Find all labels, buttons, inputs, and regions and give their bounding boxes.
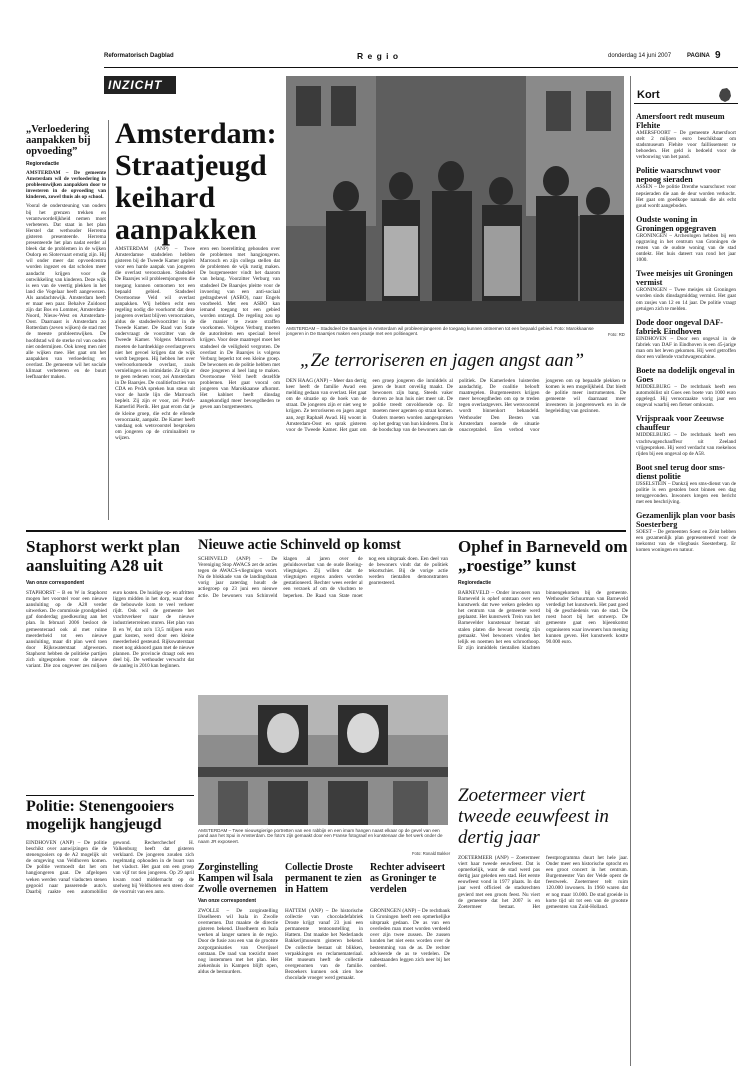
politie-rule bbox=[26, 795, 194, 796]
main-headline: Amsterdam: Straatjeugd keihard aanpakken bbox=[115, 117, 277, 246]
inzicht-label: INZICHT bbox=[108, 78, 163, 92]
brief-item bbox=[636, 511, 736, 553]
page-number: 9 bbox=[715, 50, 721, 61]
brief-body: GRONINGEN – Twee meisjes uit Groningen worden sinds dinsdagmiddag vermist. Het gaat om zusjes van 12 en 14 jaar. De politie vraagt getuigen zich te melden. bbox=[636, 287, 736, 312]
photo-scene bbox=[286, 76, 624, 324]
zorginstelling-byline: Van onze correspondent bbox=[198, 898, 257, 904]
newspaper-name: Reformatorisch Dagblad bbox=[104, 53, 174, 59]
brief-item bbox=[636, 166, 736, 208]
ophef-headline: Ophef in Barneveld om „roestige” kunst bbox=[458, 537, 628, 575]
staphorst-headline: Staphorst werkt plan aansluiting A28 uit bbox=[26, 537, 180, 575]
rechter-headline: Rechter adviseert as Groninger te verdelen bbox=[370, 862, 446, 895]
brief-item bbox=[636, 215, 736, 263]
left-column bbox=[26, 124, 106, 519]
left-intro: AMSTERDAM – De gemeente Amsterdam wil de verloedering in probleemwijken aanpakken door te investeren in de opvoeding van kinderen, zowel thuis als op school. bbox=[26, 170, 106, 201]
kort-briefs bbox=[636, 112, 736, 1062]
staphorst-byline: Van onze correspondent bbox=[26, 580, 85, 586]
zoetermeer-body: ZOETERMEER (ANP) – Zoetermeer viert haar tweede eeuwfeest. Dat is opmerkelijk, want de stad werd pas dertig jaar geleden een stad. Het eerste eeuwfeest vond in 1977 plaats. In dat jaar werd officieel de stadsrechten gevierd met een groots feest. Nu viert de gemeente dat het 2007 is en Zoetermeer bestaat. Het feestprogramma duurt het hele jaar. Onder meer een historische optocht en een groot concert in het centrum. Burgemeester Van der Velde opent de feestweek. Zoetermeer telt ruim 120.000 inwoners. In 1960 waren dat er nog maar 10.000. De stad groeide in korte tijd uit tot een van de grootste gemeenten van Zuid-Holland. bbox=[458, 855, 628, 910]
brief-title: Gezamenlijk plan voor basis Soesterberg bbox=[636, 511, 736, 530]
brief-title: Amersfoort redt museum Flehite bbox=[636, 112, 725, 130]
brief-body: MIDDELBURG – De rechtbank heeft een vrachtwagenchauffeur uit Zeeland vrijgesproken. Hij werd verdacht van roekeloos rijden bij een ongeval op de A58. bbox=[636, 432, 736, 457]
brief-item bbox=[636, 414, 736, 456]
inzicht-logo bbox=[104, 76, 176, 94]
photo1-caption: AMSTERDAM – Stadsdeel De Baarsjes in Amsterdam wil probleemjongeren de toegang kunnen ontnemen tot een bepaald gebied. Foto: Marokkaanse jongeren in De Baarsjes maken een praatje met een politieagent. bbox=[286, 326, 594, 337]
collectie-body: HATTEM (ANP) – De historische collectie van chocoladefabriek Droste krijgt vanaf 23 juni een permanente tentoonstelling in Hattem. Dat maakte het Nederlands Bakkerijmuseum gisteren bekend. De collectie bestaat uit blikken, verpakkingen en reclamemateriaal. Het museum heeft de collectie overgenomen van de familie. Bezoekers kunnen ook zien hoe chocolade vroeger werd gemaakt. bbox=[285, 908, 363, 982]
collectie-headline: Collectie Droste permanent te zien in Hattem bbox=[285, 862, 362, 895]
page-label: PAGINA bbox=[687, 53, 710, 59]
quote-body: DEN HAAG (ANP) – Meer dan dertig keer heeft de familie Awad een melding gedaan van overlast. Het gaat om de situatie op de hoek van de straat. De jongeren zijn er niet weg te krijgen. Ze terroriseren en jagen angst aan, zegt Raphaël Awad. Hij woont in Amsterdam-Oost en sprak gisteren voor de Tweede Kamer. Het gaat om een groep jongeren die inmiddels al jaren de buurt onveilig maakt. De bewoners zijn bang. Steeds vaker durven ze hun huis niet meer uit. De politie treedt onvoldoende op. Er moeten meer agenten op straat komen. Ouders moeten worden aangesproken op het gedrag van hun kinderen. Dat is de boodschap van de bewoners aan de politiek. De Kamerleden luisterden aandachtig. De coalitie belooft maatregelen. Burgemeesters krijgen meer bevoegdheden om op te treden tegen overlastgevers. Het wetsvoorstel wordt binnenkort behandeld. Wethouder Den Besten van Amsterdam noemde de situatie onacceptabel. Een verbod voor jongeren om op bepaalde plekken te komen is een mogelijkheid. Dat biedt de politie meer instrumenten. De gemeente wil daarnaast meer investeren in jongerenwerk en in de begeleiding van gezinnen. bbox=[286, 378, 626, 433]
zoetermeer-headline: Zoetermeer viert tweede eeuwfeest in dertig jaar bbox=[458, 785, 609, 848]
left-divider bbox=[108, 120, 109, 520]
photo1-credit: Foto: RD bbox=[608, 332, 625, 337]
page-date: donderdag 14 juni 2007 bbox=[608, 53, 672, 59]
photo2-credit: Foto: Ronald Bakker bbox=[412, 851, 451, 856]
left-byline: Regioredactie bbox=[26, 161, 60, 167]
brief-body: AMERSFOORT – De gemeente Amersfoort stelt 2 miljoen euro beschikbaar om stadsmuseum Flehite voor faillissement te behoeden. Het geld is bedoeld voor de verbouwing van het pand. bbox=[636, 130, 736, 161]
zorginstelling-headline: Zorginstelling Kampen wil Isala Zwolle overnemen bbox=[198, 862, 277, 895]
brief-title: Boete na dodelijk ongeval in Goes bbox=[636, 366, 735, 385]
left-headline: „Verloedering aanpakken bij opvoeding” bbox=[26, 124, 91, 157]
ophef-body: BARNEVELD – Onder inwoners van Barneveld is ophef ontstaan over een kunstwerk dat twee weken geleden op het centrum van de gemeente werd geplaatst. Het kunstwerk Trein van het Barnevelder kunstenaar bestaat uit stalen platen die bewust roestig zijn gemaakt. Veel bewoners vinden het lelijk en noemen het een schroothoop. Er zijn inmiddels tientallen klachten binnengekomen bij de gemeente. Wethouder Schuurman van Barneveld verdedigt het kunstwerk. Het past goed bij de geschiedenis van de stad. De roest hoort bij het ontwerp. De gemeente gaat een bijeenkomst organiseren waar inwoners hun mening kunnen geven. Het kunstwerk kostte 90.000 euro. bbox=[458, 590, 628, 651]
schinveld-headline: Nieuwe actie Schinveld op komst bbox=[198, 537, 401, 553]
schinveld-body: SCHINVELD (ANP) – De Vereniging Stop AWACS zet de acties tegen de AWACS-vliegtuigen voort. Na de blokkade van de landingsbaan vorig jaar zaterdag houdt de actiegroep op 23 juni een nieuwe actie. De bewoners van Schinveld klagen al jaren over de geluidsoverlast van de oude Boeing-vliegtuigen. Zij willen dat de vliegtuigen ergens anders worden gestationeerd. Rechter wees eerder al een verzoek af om de vluchten te beperken. De Raad van State moet nog een uitspraak doen. Een deel van de bewoners vindt dat de politiek tekortschiet. Bij de vorige actie werden tientallen demonstranten gearresteerd. bbox=[198, 556, 448, 599]
politie-headline: Politie: Stenengooiers mogelijk hangjeugd bbox=[26, 798, 174, 833]
politie-body: EINDHOVEN (ANP) – De politie beschikt over aanwijzingen die de stenengooiers op de A2 mogelijk uit de omgeving van Veldhoven komen. De politie vermoedt dat het om hangjongeren gaat. De afgelopen weken werden vanaf viaducten stenen gegooid naar passerende auto's. Daarbij raakte een automobilist gewond. Recherchechef H. Valkenburg heeft dat gisteren verklaard. De jongeren zouden zich regelmatig ophouden in de buurt van het viaduct. Het gaat om een groep van vijf tot tien jongeren. Op 29 april kwam rond middernacht op de snelweg bij Veldhoven een steen door de voorruit van een auto. bbox=[26, 840, 194, 895]
brief-item bbox=[636, 269, 736, 311]
mid-rule bbox=[26, 530, 626, 532]
photo-street-youth bbox=[286, 76, 624, 324]
page-header bbox=[104, 50, 738, 66]
brief-title: Vrijspraak voor Zeeuwse chauffeur bbox=[636, 414, 724, 433]
photo2-scene bbox=[198, 695, 448, 825]
brief-body: MIDDELBURG – De rechtbank heeft een automobilist uit Goes een boete van 1000 euro opgelegd. Hij veroorzaakte vorig jaar een ongeval waarbij een fietser omkwam. bbox=[636, 384, 736, 409]
quote-headline: „Ze terroriseren en jagen angst aan” bbox=[300, 350, 585, 371]
brief-item bbox=[636, 318, 736, 360]
brief-body: ASSEN – De politie Drenthe waarschuwt voor nepsieraden die aan de deur worden verkocht. Het gaat om goedkope namaak die als echt goud wordt aangeboden. bbox=[636, 184, 736, 209]
brief-body: EINDHOVEN – Door een ongeval in de fabriek van DAF in Eindhoven is een 45-jarige man om het leven gekomen. Hij werd getroffen door een vallende vrachtwagencabine. bbox=[636, 335, 736, 360]
rechter-body: GRONINGEN (ANP) – De rechtbank in Groningen heeft een opmerkelijke uitspraak gedaan. De as van een overleden man moet worden verdeeld over zijn twee zussen. De zussen konden het niet eens worden over de bestemming van de as. De rechter adviseerde de as te verdelen. De nabestaanden leggen zich neer bij het oordeel. bbox=[370, 908, 450, 969]
kort-divider bbox=[630, 76, 631, 1066]
brief-title: Dode door ongeval DAF-fabriek Eindhoven bbox=[636, 317, 723, 336]
header-rule bbox=[104, 67, 738, 68]
photo2-caption: AMSTERDAM – Twee nieuwsgierige portretten van een rabbijn en een imam hangen naast elkaar op de gevel van een pand aan het Spui in Amsterdam. De foto's zijn gemaakt door een Franse fotograaf en kunstenaar die het werk onder de naam JR exposeert. bbox=[198, 828, 443, 844]
photo-portraits-facade bbox=[198, 695, 448, 825]
brief-item bbox=[636, 366, 736, 408]
brief-title: Boot snel terug door sms-dienst politie bbox=[636, 462, 725, 481]
main-body-col1: AMSTERDAM (ANP) – Twee Amsterdamse stadsdelen hebben gisteren bij de Tweede Kamer gepleit voor een harde aanpak van jongeren die overlast veroorzaken. Stadsdeel De Baarsjes wil probleemjongeren die toegang kunnen ontnomen tot een bepaald gebied. Stadsdeel Overtoomse Veld wil overlast aanpakken. Wij hebben echt een regeling nodig die voorkomt dat deze jongeren overlast blijven veroorzaken, aldus de stadsdeelvoorzitter in de Tweede Kamer. De Raad van State ondervraagt de voorzitter van de Tweede Kamer. Volgens Marrouch moeten de hardnekkige overlastgevers niet het gevoel krijgen dat de wijk wordt begrepen. Hij hebben het over veelvoorkomende overlast, zoals vernielingen en intimidatie. Ze zijn er te geen redenen voor, zei Amsterdam in De Baarsjes. De coalitiefracties van CDA en PvdA spreken hun steun uit voor de harde lijn die Marrouch bepleit. Zij zijn er voor, zei PvdA-Kamerlid Pierik. Het gaat erom dat je de kleine groep, die echt de ellende veroorzaakt, aanpakt. De Kamer heeft vandaag ook wetsvoorstel besproken om jongeren op de criminaliteit te wijzen. bbox=[115, 246, 195, 441]
zorginstelling-body: ZWOLLE – De zorginstelling IJsselheem wil Isala in Zwolle overnemen. Dat maakte de directie gisteren bekend. IJsselheem en Isala werken al langer samen in de regio. Door de fusie zou een van de grootste zorgorganisaties van Overijssel ontstaan. De raad van toezicht moet nog instemmen met het plan. Het ziekenhuis in Kampen blijft open, aldus de bestuurders. bbox=[198, 908, 278, 975]
brief-item bbox=[636, 112, 736, 160]
brief-title: Twee meisjes uit Groningen vermist bbox=[636, 269, 733, 288]
brief-title: Oudste woning in Groningen opgegraven bbox=[636, 214, 717, 233]
left-body: Vooral de ondersteuning van ouders bij het grenzen trekken en verantwoordelijkheid nemen moet verbeteren. Dat staat in het plan Herstel dat wethouder Herrema gisteren presenteerde. Herrema presenteerde het plan nadat eerder al bleek dat de problemen in de wijken Osdorp en Slotervaart ernstig zijn. Hij wil onder meer dat opvoedcentra worden ingezet en dat scholen meer aandacht krijgen voor de ontwikkeling van kinderen. Deze wijk is een van de veertig plekken in het land die Vogelaar heeft aangewezen. Als aandachtswijk. Amsterdam heeft er maar een paar. Behalve Zuidoost zijn dat Bos en Lommer, Amsterdam-Noord, Nieuw-West en Amsterdam-Oost. Daarnaast is Amsterdam zo Rotterdam (zeven wijken) de stad met de meeste probleemwijken. De hoofdstad wil de sterke rol van ouders niet ondermijnen. Ook kreeg men niet alle wijken mee. Het gaat om het aanpakken van verloedering en overlast. De gemeente wil het sociale klimaat verbeteren en de buurt leefbaarder maken. bbox=[26, 203, 106, 381]
staphorst-body: STAPHORST – B en W in Staphorst mogen het voorstel voor een nieuwe aansluiting op de A28 verder uitwerken. De commissie grondgebied gaf donderdag goedkeuring aan het plan. In februari 2006 besloot de gemeenteraad ook al met ruime meerderheid tot een nieuwe aansluiting, maar dit plan werd toen door Rijkswaterstaat afgewezen. Staphorst hebben de politieke partijen zich uitgesproken voor de nieuwe variant. Die zou ongeveer zes miljoen euro kosten. De huidige op- en afritten liggen midden in het dorp, waar door de bebouwde kom te veel verkeer rijdt. Ook wil de gemeente het vrachtverkeer naar de nieuwe industrieterreinen sturen. Het plan van B en W, dat zo'n 13,5 miljoen euro gaat kosten, werd door een kleine meerderheid gesteund. Rijkswaterstaat moet nog akkoord gaan met de nieuwe plannen. De provincie draagt ook een deel bij. De wethouder verwacht dat de aanleg in 2010 kan beginnen. bbox=[26, 590, 194, 670]
brief-body: IJSSELSTEIN – Dankzij een sms-dienst van de politie is een gestolen boot binnen een dag teruggevonden. Inwoners kregen een bericht met een beschrijving. bbox=[636, 480, 736, 506]
section-name: R e g i o bbox=[357, 51, 400, 61]
brief-item bbox=[636, 463, 736, 505]
brief-title: Politie waarschuwt voor nepoog sieraden bbox=[636, 166, 721, 185]
brief-body: GRONINGEN – Archeologen hebben bij een opgraving in het centrum van Groningen de resten van de oudste woning van de stad ontdekt. Het huis dateert van rond het jaar 1000. bbox=[636, 232, 736, 264]
netherlands-map-icon bbox=[718, 88, 732, 103]
kort-label: Kort bbox=[637, 89, 660, 101]
kort-header bbox=[634, 88, 738, 104]
main-body-col2: eren een boerelitting gehouden over de problemen met hangjongeren. Marrouch en zijn collega stellen dat de problemen de wijk rustig maken. De burgemeester vindt het daarom van belang. Voorzitter Verburg van stadsdeel De Baarsjes pleitte voor de invoering van een anti-sociaal gedragsbevel (ASBO), naar Engels voorbeeld. Met een ASBO kan iemand toegang tot een gebied worden ontzegd. De regeling zou op die manier te zware straffen voorkomen. Volgens Verburg moeten de autoriteiten een speciaal bevel krijgen. Voor deze maatregel moet het stadsdeel de veiligheid vergroten. De overlast in De Baarsjes is volgens Verburg beperkt tot een kleine groep. De bewoners en de politie hebben met deze jongeren al heel lang te maken. Overtoomse Veld heeft dezelfde problemen. Het gaat vooral om jongeren van Marokkaanse afkomst. Het kabinet heeft dinsdag aangekondigd meer bevoegdheden te geven aan burgemeesters. bbox=[200, 246, 280, 411]
brief-body: SOEST – De gemeenten Soest en Zeist hebben een gezamenlijk plan gepresenteerd voor de toekomst van de vliegbasis Soesterberg. Er komen woningen en natuur. bbox=[636, 529, 736, 554]
ophef-byline: Regioredactie bbox=[458, 580, 492, 586]
